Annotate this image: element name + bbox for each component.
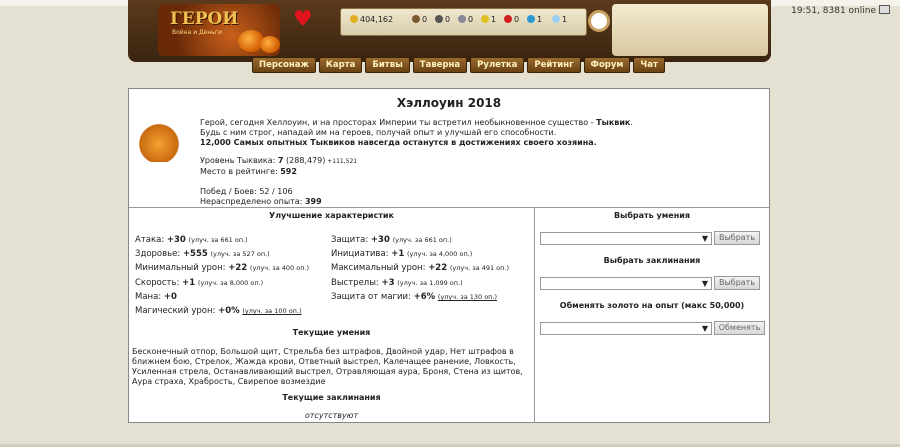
ore-icon: [435, 15, 443, 23]
exchange-button[interactable]: Обменять: [714, 321, 765, 335]
exchange-heading: Обменять золото на опыт (макс 50,000): [559, 301, 745, 310]
halloween-panel: [128, 88, 770, 423]
mail-icon[interactable]: [879, 5, 890, 14]
diamond-resource: 1: [552, 15, 567, 24]
wood-resource: 0: [412, 15, 427, 24]
nav-battles[interactable]: Битвы: [365, 57, 409, 73]
attr-health: Здоровье: +555 (улуч. за 527 оп.): [135, 249, 270, 259]
health-heart-icon[interactable]: ♥: [293, 7, 313, 32]
nav-rating[interactable]: Рейтинг: [527, 57, 580, 73]
attr-shots: Выстрелы: +3 (улуч. за 1,099 оп.): [331, 278, 463, 288]
pumpkin-avatar: [139, 122, 179, 162]
page-title: Хэллоуин 2018: [396, 96, 502, 110]
choose-skill-button[interactable]: Выбрать: [714, 231, 760, 245]
chevron-down-icon: ▼: [701, 324, 708, 333]
intro-text: Герой, сегодня Хеллоуин, и на просторах Империи ты встретил необыкновенное существо - Тыквик. Будь с ним строг, нападай им на героев, получай опыт и улучшай его способности. 12,000 Самых опытных Тыквиков навсегда останутся в достижениях своего хозяина.: [200, 118, 633, 147]
exchange-select[interactable]: [540, 322, 712, 335]
main-nav: [252, 57, 665, 73]
ring-icon[interactable]: [588, 10, 610, 32]
chevron-down-icon: ▼: [701, 279, 708, 288]
attr-magic-defense: Защита от магии: +6% (улуч. за 130 оп.): [331, 292, 498, 302]
gem-icon: [527, 15, 535, 23]
choose-skills-heading: Выбрать умения: [614, 211, 690, 220]
skills-heading: Текущие умения: [292, 328, 371, 337]
mercury-resource: 0: [458, 15, 473, 24]
attr-defense: Защита: +30 (улуч. за 661 оп.): [331, 235, 452, 245]
attr-min-damage: Минимальный урон: +22 (улуч. за 400 оп.): [135, 263, 310, 273]
spells-select[interactable]: [540, 277, 712, 290]
gem-resource: 1: [527, 15, 542, 24]
mercury-icon: [458, 15, 466, 23]
pumpkin-icon: [260, 36, 280, 53]
nav-forum[interactable]: Форум: [584, 57, 631, 73]
nav-tavern[interactable]: Таверна: [413, 57, 467, 73]
attr-speed: Скорость: +1 (улуч. за 8,000 оп.): [135, 278, 264, 288]
wood-icon: [412, 15, 420, 23]
pumpkin-stats: Уровень Тыквика: 7 (288,479) +111,521 Место в рейтинге: 592 Побед / Боев: 52 / 106 Нераспределено опыта: 399: [200, 156, 358, 206]
attr-magic-damage: Магический урон: +0% (улуч. за 100 оп.): [135, 306, 302, 316]
skills-select[interactable]: [540, 232, 712, 245]
nav-roulette[interactable]: Рулетка: [470, 57, 524, 73]
spells-heading: Текущие заклинания: [282, 393, 381, 402]
nav-chat[interactable]: Чат: [633, 57, 665, 73]
sulfur-resource: 1: [481, 15, 496, 24]
diamond-icon: [552, 15, 560, 23]
choose-spells-heading: Выбрать заклинания: [603, 256, 701, 265]
clock-text: 19:51, 8381 online: [791, 6, 876, 16]
upgrades-heading: Улучшение характеристик: [269, 211, 394, 220]
choose-spell-button[interactable]: Выбрать: [714, 276, 760, 290]
logo-text: ГЕРОИ: [170, 9, 239, 29]
nav-character[interactable]: Персонаж: [252, 57, 316, 73]
logo-subtitle: Война и Деньги: [172, 29, 222, 36]
upgrade-link[interactable]: (улуч. за 100 оп.): [242, 307, 302, 315]
castle-image: [612, 4, 768, 56]
nav-map[interactable]: Карта: [319, 57, 362, 73]
sulfur-icon: [481, 15, 489, 23]
attr-attack: Атака: +30 (улуч. за 661 оп.): [135, 235, 248, 245]
attr-max-damage: Максимальный урон: +22 (улуч. за 491 оп.): [331, 263, 510, 273]
crystal-resource: 0: [504, 15, 519, 24]
ore-resource: 0: [435, 15, 450, 24]
divider: [129, 207, 769, 208]
attr-initiative: Инициатива: +1 (улуч. за 4,000 оп.): [331, 249, 473, 259]
attr-mana: Мана: +0: [135, 292, 177, 302]
skills-list: Бесконечный отпор, Большой щит, Стрельба без штрафов, Двойной удар, Нет штрафов в ближнем бою, Стрелок, Жажда крови, Ответный выстрел, Калечащее ранение, Ловкость, Усиленная стрела, Останавливающий выстрел, Отравляющая аура, Броня, Стена из щитов, Аура страха, Храбрость, Свирепое возмездие: [132, 347, 523, 386]
spells-none: отсутствуют: [304, 411, 359, 420]
chevron-down-icon: ▼: [701, 234, 708, 243]
upgrade-link[interactable]: (улуч. за 130 оп.): [437, 293, 498, 301]
server-clock: [791, 5, 890, 16]
divider: [534, 208, 535, 423]
gold-icon: [350, 15, 358, 23]
gold-resource: 404,162: [350, 15, 393, 24]
crystal-icon: [504, 15, 512, 23]
